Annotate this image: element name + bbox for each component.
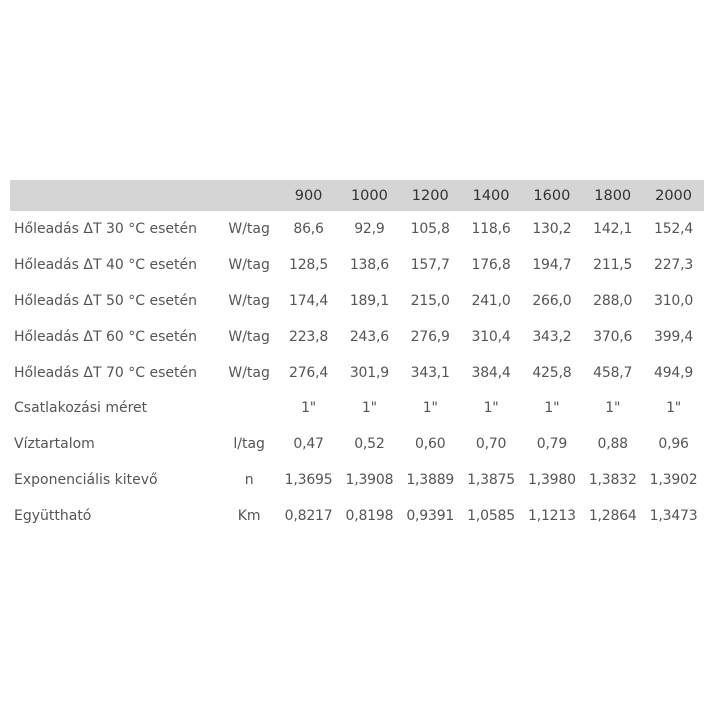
row-value-cell: 0,60 — [415, 436, 446, 453]
row-value-cell: 176,8 — [471, 256, 511, 273]
row-value-cell: 0,88 — [597, 436, 628, 453]
header-height-cell: 1800 — [594, 187, 632, 204]
row-value-cell: 458,7 — [593, 364, 633, 381]
header-height-cell: 900 — [294, 187, 323, 204]
row-value-cell: 1" — [605, 400, 621, 417]
row-value-cell: 425,8 — [532, 364, 572, 381]
row-label: Exponenciális kitevő — [14, 472, 158, 489]
row-value-cell: 92,9 — [354, 220, 385, 237]
row-value-cell: 152,4 — [654, 220, 694, 237]
row-value-cell: 142,1 — [593, 220, 633, 237]
row-label: Hőleadás ΔT 60 °C esetén — [14, 328, 197, 345]
row-value-cell: 1,3980 — [527, 472, 576, 489]
row-unit: l/tag — [233, 436, 265, 453]
row-value-cell: 1,3695 — [284, 472, 333, 489]
row-value-cell: 276,4 — [289, 364, 329, 381]
row-value-cell: 0,96 — [658, 436, 689, 453]
row-unit: W/tag — [228, 220, 270, 237]
row-value-cell: 215,0 — [410, 292, 450, 309]
table-row — [10, 462, 704, 498]
row-value-cell: 1,3875 — [467, 472, 515, 489]
row-value-cell: 370,6 — [593, 328, 633, 345]
row-value-cell: 157,7 — [410, 256, 450, 273]
row-value-cell: 1,3473 — [649, 508, 698, 525]
row-value-cell: 118,6 — [471, 220, 511, 237]
row-value-cell: 494,9 — [654, 364, 694, 381]
row-value-cell: 1,2864 — [588, 508, 637, 525]
table-row — [10, 319, 704, 355]
header-label-cell — [10, 180, 220, 211]
row-value-cell: 1,0585 — [467, 508, 515, 525]
row-value-cell: 211,5 — [593, 256, 633, 273]
row-unit: W/tag — [228, 328, 270, 345]
row-label: Hőleadás ΔT 30 °C esetén — [14, 220, 197, 237]
row-value-cell: 343,2 — [532, 328, 572, 345]
row-label: Csatlakozási méret — [14, 400, 148, 417]
row-value-cell: 174,4 — [289, 292, 329, 309]
row-label: Hőleadás ΔT 40 °C esetén — [14, 256, 197, 273]
row-value-cell: 1" — [544, 400, 560, 417]
row-value-cell: 128,5 — [289, 256, 329, 273]
table-row — [10, 283, 704, 319]
row-value-cell: 0,8198 — [345, 508, 394, 525]
row-label: Együttható — [14, 508, 92, 525]
row-value-cell: 243,6 — [349, 328, 389, 345]
row-value-cell: 0,9391 — [406, 508, 455, 525]
row-value-cell: 105,8 — [410, 220, 450, 237]
row-value-cell: 310,4 — [471, 328, 511, 345]
row-unit: n — [244, 472, 254, 489]
row-value-cell: 0,79 — [536, 436, 568, 453]
row-unit: W/tag — [228, 364, 270, 381]
table-row — [10, 390, 704, 426]
row-value-cell: 223,8 — [289, 328, 329, 345]
header-height-cell: 1600 — [533, 187, 571, 204]
row-value-cell: 130,2 — [532, 220, 572, 237]
header-height-cell: 1200 — [411, 187, 449, 204]
table-row — [10, 211, 704, 247]
row-value-cell: 1,3902 — [649, 472, 698, 489]
row-value-cell: 288,0 — [593, 292, 633, 309]
row-value-cell: 0,47 — [293, 436, 324, 453]
row-label: Víztartalom — [14, 436, 95, 453]
row-value-cell: 1,3908 — [345, 472, 394, 489]
row-value-cell: 276,9 — [410, 328, 450, 345]
header-height-cell: 1000 — [350, 187, 388, 204]
radiator-spec-table — [10, 180, 704, 534]
row-unit: W/tag — [228, 292, 270, 309]
row-unit: Km — [237, 508, 261, 525]
row-value-cell: 301,9 — [349, 364, 389, 381]
row-value-cell: 266,0 — [532, 292, 572, 309]
row-value-cell: 138,6 — [349, 256, 389, 273]
row-value-cell: 1,1213 — [527, 508, 576, 525]
row-value-cell: 227,3 — [654, 256, 694, 273]
row-label: Hőleadás ΔT 50 °C esetén — [14, 292, 197, 309]
row-value-cell: 1" — [361, 400, 377, 417]
row-label: Hőleadás ΔT 70 °C esetén — [14, 364, 197, 381]
row-value-cell: 86,6 — [293, 220, 324, 237]
row-value-cell: 194,7 — [532, 256, 572, 273]
row-value-cell: 0,70 — [475, 436, 507, 453]
row-value-cell: 343,1 — [410, 364, 450, 381]
row-value-cell: 1" — [422, 400, 438, 417]
row-value-cell: 310,0 — [654, 292, 694, 309]
row-value-cell: 1" — [301, 400, 317, 417]
table-row — [10, 247, 704, 283]
header-height-cell: 1400 — [472, 187, 510, 204]
table-row — [10, 355, 704, 391]
row-unit: W/tag — [228, 256, 270, 273]
table-row — [10, 498, 704, 534]
row-value-cell: 0,52 — [354, 436, 385, 453]
row-value-cell: 384,4 — [471, 364, 511, 381]
row-value-cell: 1,3832 — [588, 472, 637, 489]
table-row — [10, 426, 704, 462]
row-value-cell: 0,8217 — [284, 508, 333, 525]
row-value-cell: 189,1 — [349, 292, 389, 309]
row-value-cell: 1,3889 — [406, 472, 455, 489]
row-value-cell: 1" — [483, 400, 499, 417]
row-unit — [220, 390, 278, 426]
table-header-row — [10, 180, 704, 211]
header-unit-cell — [220, 180, 278, 211]
row-value-cell: 1" — [666, 400, 682, 417]
header-height-cell: 2000 — [655, 187, 693, 204]
row-value-cell: 399,4 — [654, 328, 694, 345]
row-value-cell: 241,0 — [471, 292, 511, 309]
